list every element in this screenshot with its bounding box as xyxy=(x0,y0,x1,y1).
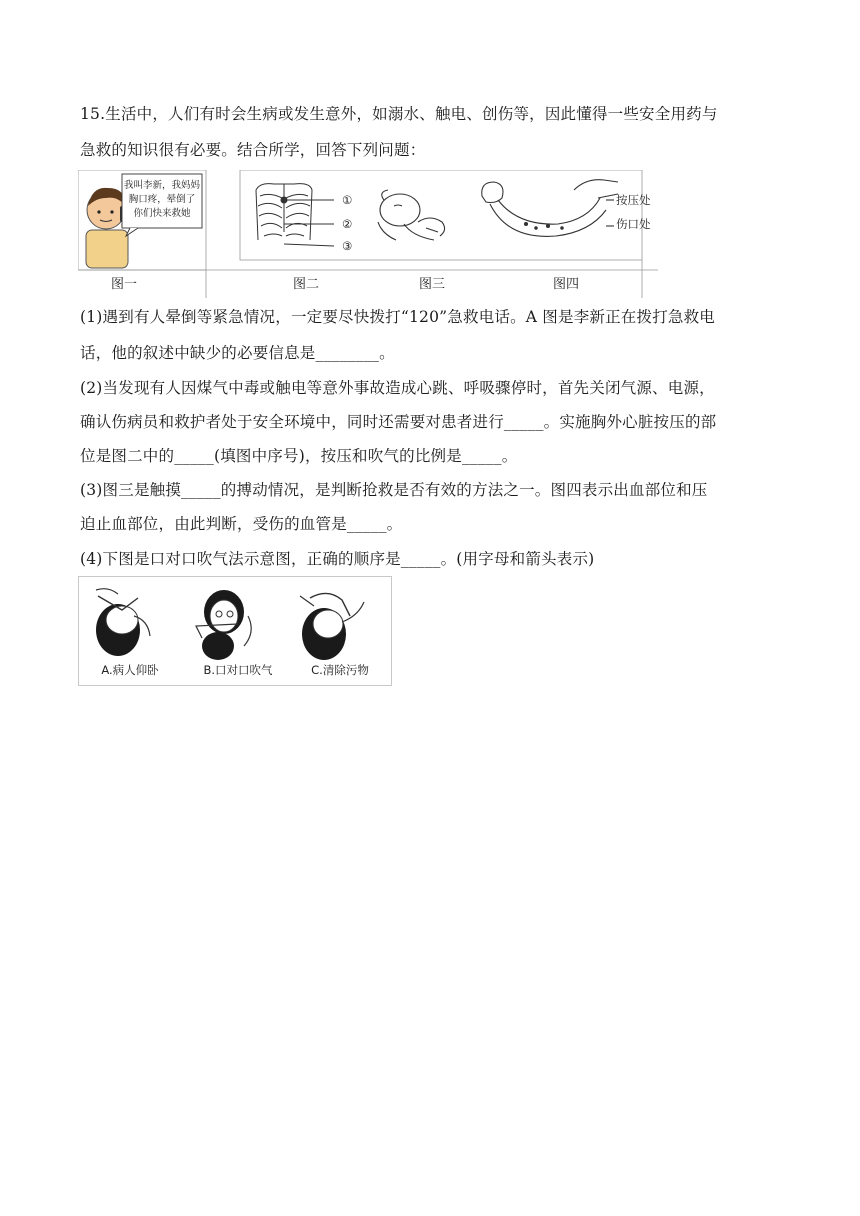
q3-line-2: 迫止血部位，由此判断，受伤的血管是_____。 xyxy=(80,515,403,533)
marker-1: ① xyxy=(342,193,353,207)
speech-line-2: 胸口疼，晕倒了 xyxy=(128,194,196,205)
speech-bubble xyxy=(122,174,202,236)
marker-3: ③ xyxy=(342,239,353,253)
q3-line-1: (3)图三是触摸_____的搏动情况，是判断抢救是否有效的方法之一。图四表示出血部位和压 xyxy=(80,481,708,499)
q2-line-1: (2)当发现有人因煤气中毒或触电等意外事故造成心跳、呼吸骤停时，首先关闭气源、电源， xyxy=(80,379,715,397)
q1-line-2: 话，他的叙述中缺少的必要信息是________。 xyxy=(80,344,395,362)
speech-line-1: 我叫李新，我妈妈 xyxy=(123,180,201,191)
caption-figure-3: 图三 xyxy=(418,277,446,292)
caption-b: B.口对口吹气 xyxy=(203,663,273,677)
marker-2: ② xyxy=(342,217,353,231)
question-stem-line-1: 15.生活中，人们有时会生病或发生意外，如溺水、触电、创伤等，因此懂得一些安全用药与 xyxy=(80,105,718,123)
caption-figure-2: 图二 xyxy=(292,277,320,292)
q4-line-1: (4)下图是口对口吹气法示意图，正确的顺序是_____。(用字母和箭头表示) xyxy=(80,550,595,568)
label-wound-point: 伤口处 xyxy=(616,217,651,231)
caption-figure-1: 图一 xyxy=(110,277,138,292)
caption-a: A.病人仰卧 xyxy=(101,663,159,677)
question-stem-line-2: 急救的知识很有必要。结合所学，回答下列问题： xyxy=(80,141,426,159)
q2-line-2: 确认伤病员和救护者处于安全环境中，同时还需要对患者进行_____。实施胸外心脏按压的部 xyxy=(80,413,717,431)
caption-figure-4: 图四 xyxy=(552,277,580,292)
label-press-point: 按压处 xyxy=(616,193,651,207)
caption-c: C.清除污物 xyxy=(311,663,369,677)
figure-strip-bottom xyxy=(78,576,394,688)
speech-line-3: 你们快来救她 xyxy=(133,208,191,219)
figure-strip-top xyxy=(78,170,658,300)
q2-line-3: 位是图二中的_____(填图中序号)，按压和吹气的比例是_____。 xyxy=(80,447,518,465)
q1-line-1: (1)遇到有人晕倒等紧急情况，一定要尽快拨打“120”急救电话。A 图是李新正在拨打急救电 xyxy=(80,308,716,326)
